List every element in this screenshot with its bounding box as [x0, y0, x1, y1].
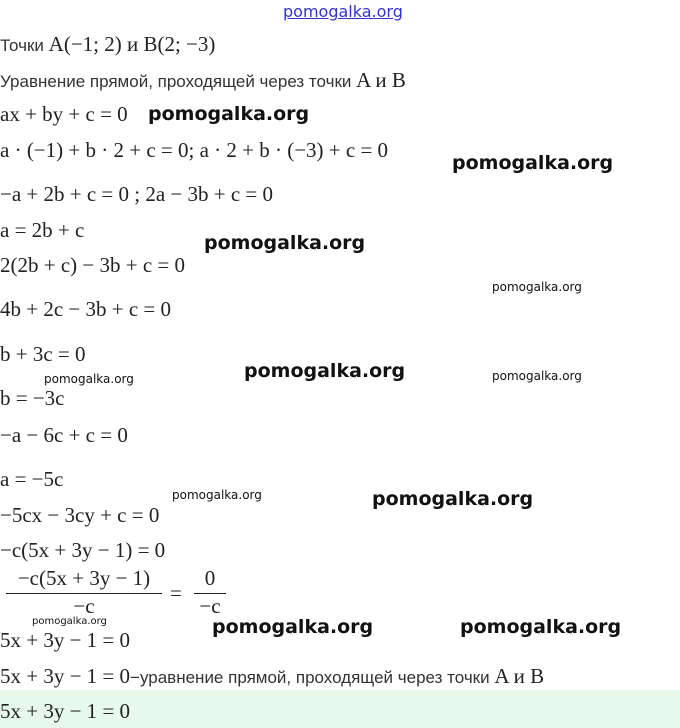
step-9: −a − 6c + c = 0: [0, 423, 128, 447]
watermark: pomogalka.org: [492, 280, 582, 294]
step-11: −5cx − 3cy + c = 0: [0, 503, 160, 527]
step-10: a = −5c: [0, 467, 64, 491]
step-6: 4b + 2c − 3b + c = 0: [0, 297, 172, 321]
watermark: pomogalka.org: [172, 488, 262, 502]
watermark: pomogalka.org: [204, 232, 366, 254]
watermark: pomogalka.org: [148, 103, 310, 125]
watermark: pomogalka.org: [212, 616, 374, 638]
watermark-top-link[interactable]: pomogalka.org: [283, 2, 403, 21]
step-7: b + 3c = 0: [0, 342, 86, 366]
points-math: A(−1; 2) и B(2; −3): [48, 32, 216, 56]
watermark: pomogalka.org: [492, 369, 582, 383]
step-4: a = 2b + c: [0, 218, 85, 242]
step-5: 2(2b + c) − 3b + c = 0: [0, 253, 186, 277]
result-line: 5x + 3y − 1 = 0: [0, 628, 131, 652]
watermark: pomogalka.org: [460, 616, 622, 638]
fraction-right-denominator: −c: [199, 594, 221, 618]
conclusion-line: [0, 664, 544, 689]
watermark: pomogalka.org: [32, 616, 107, 627]
conclusion-points: A и B: [494, 664, 545, 688]
watermark: pomogalka.org: [372, 488, 534, 510]
fraction-equals: =: [170, 581, 182, 605]
fraction-left-denominator: −c: [73, 594, 95, 618]
line-description-label: Уравнение прямой, проходящей через точки: [0, 72, 357, 91]
fraction-left: [6, 566, 162, 619]
fraction-left-numerator: −c(5x + 3y − 1): [17, 566, 151, 590]
line-description-points: A и B: [356, 68, 406, 92]
step-2: a · (−1) + b · 2 + c = 0; a · 2 + b · (−3) + c = 0: [0, 138, 389, 162]
watermark: pomogalka.org: [44, 372, 134, 386]
conclusion-text: −уравнение прямой, проходящей через точки: [130, 668, 495, 687]
line-description: [0, 68, 406, 93]
step-8: b = −3c: [0, 386, 65, 410]
watermark: pomogalka.org: [452, 152, 614, 174]
fraction-right: [194, 566, 226, 619]
points-label: Точки: [0, 36, 49, 55]
step-3: −a + 2b + c = 0 ; 2a − 3b + c = 0: [0, 182, 274, 206]
fraction-right-numerator: 0: [204, 566, 216, 590]
step-1: ax + by + c = 0: [0, 102, 128, 126]
answer-text: 5x + 3y − 1 = 0: [0, 699, 131, 723]
step-12: −c(5x + 3y − 1) = 0: [0, 538, 166, 562]
conclusion-math: 5x + 3y − 1 = 0: [0, 664, 131, 688]
watermark: pomogalka.org: [244, 360, 406, 382]
points-line: [0, 32, 215, 57]
